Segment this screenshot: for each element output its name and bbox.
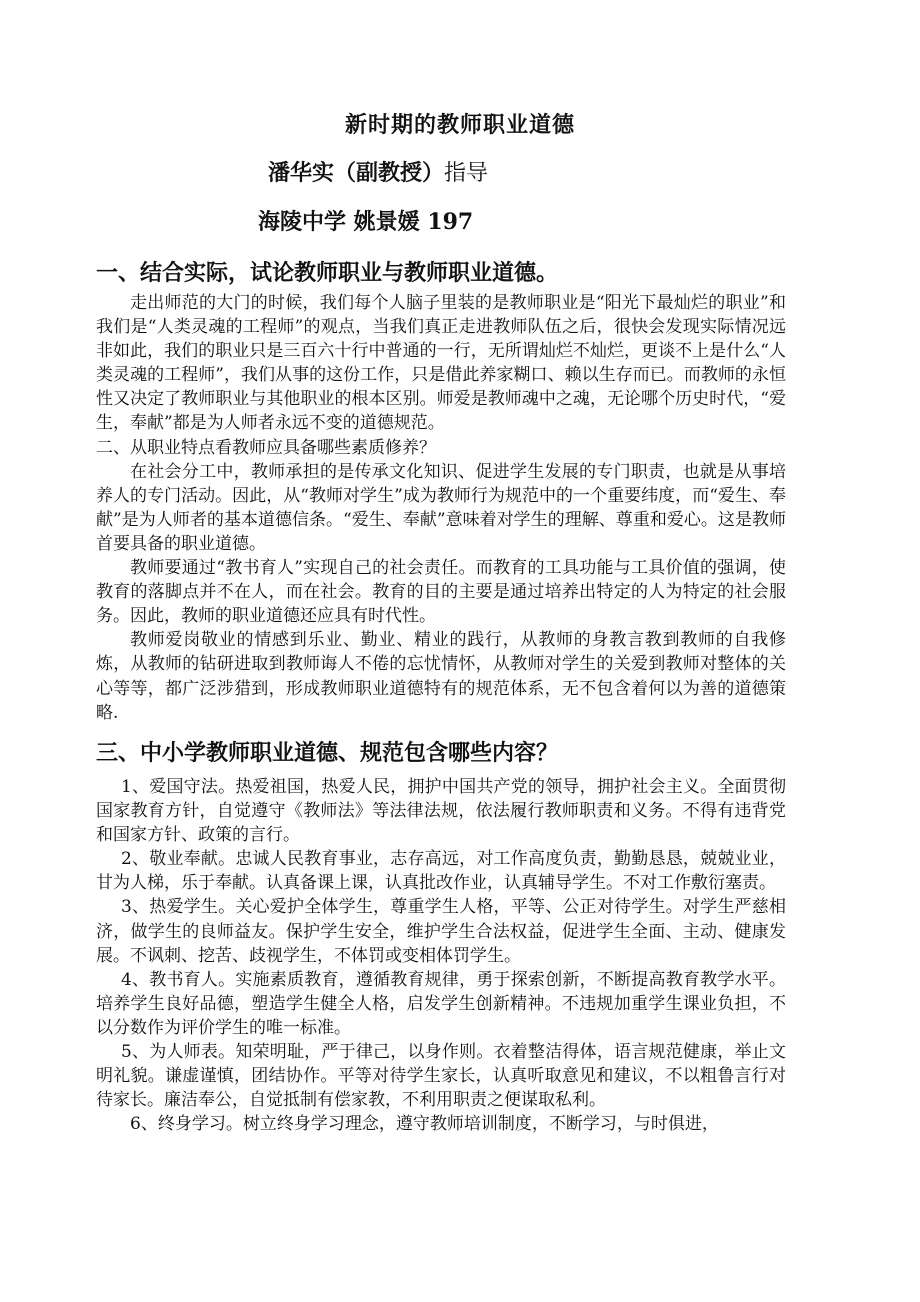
section3-heading: 三、中小学教师职业道德、规范包含哪些内容？ [96,741,559,766]
list-item: 2、敬业奉献。忠诚人民教育事业，志存高远，对工作高度负责，勤勤恳恳，兢兢业业，甘为人梯，乐于奉献。认真备课上课，认真批改作业，认真辅导学生。不对工作敷衍塞责。 [96,849,786,894]
list-item: 3、热爱学生。关心爱护全体学生，尊重学生人格，平等、公正对待学生。对学生严慈相济，做学生的良师益友。保护学生安全，维护学生合法权益，促进学生全面、主动、健康发展。不讽刺、挖苦、歧视学生，不体罚或变相体罚学生。 [96,897,786,966]
paragraph: 在社会分工中，教师承担的是传承文化知识、促进学生发展的专门职责，也就是从事培养人的专门活动。因此，从“教师对学生”成为教师行为规范中的一个重要纬度，而“爱生、奉献”是为人师者的基本道德信条。“爱生、奉献”意味着对学生的理解、尊重和爱心。这是教师首要具备的职业道德。 [96,461,786,554]
list-item: 5、为人师表。知荣明耻，严于律己，以身作则。衣着整洁得体，语言规范健康，举止文明礼貌。谦虚谨慎，团结协作。平等对待学生家长，认真听取意见和建议，不以粗鲁言行对待家长。廉洁奉公，自觉抵制有偿家教，不利用职责之便谋取私利。 [96,1042,786,1111]
section1-heading: 一、结合实际，试论教师职业与教师职业道德。 [96,261,559,286]
paragraph: 教师要通过“教书育人”实现自己的社会责任。而教育的工具功能与工具价值的强调，使教育的落脚点并不在人，而在社会。教育的目的主要是通过培养出特定的人为特定的社会服务。因此，教师的职业道德还应具有时代性。 [96,558,786,627]
paragraph: 走出师范的大门的时候，我们每个人脑子里装的是教师职业是“阳光下最灿烂的职业”和我们是“人类灵魂的工程师”的观点，当我们真正走进教师队伍之后，很快会发现实际情况远非如此，我们的职业只是三百六十行中普通的一行，无所谓灿烂不灿烂，更谈不上是什么“人类灵魂的工程师”，我们从事的这份工作，只是借此养家糊口、赖以生存而已。而教师的永恒性又决定了教师职业与其他职业的根本区别。师爱是教师魂中之魂，无论哪个历史时代，“爱生，奉献”都是为人师者永远不变的道德规范。 [96,293,786,434]
list-item: 1、爱国守法。热爱祖国，热爱人民，拥护中国共产党的领导，拥护社会主义。全面贯彻国家教育方针，自觉遵守《教师法》等法律法规，依法履行教师职责和义务。不得有违背党和国家方针、政策的言行。 [96,777,786,846]
author-line: 海陵中学 姚景媛 197 [258,209,474,235]
section1-2-body [96,291,786,725]
advisor-name: 潘华实（副教授） [268,160,445,186]
list-item: 6、终身学习。树立终身学习理念，遵守教师培训制度，不断学习，与时俱进， [130,1114,719,1135]
document-title: 新时期的教师职业道德 [344,112,575,138]
advisor-line [268,156,488,187]
section3-body [96,775,786,1136]
list-item: 4、教书育人。实施素质教育，遵循教育规律，勇于探索创新，不断提高教育教学水平。培养学生良好品德，塑造学生健全人格，启发学生创新精神。不违规加重学生课业负担，不以分数作为评价学生的唯一标准。 [96,969,786,1038]
paragraph: 教师爱岗敬业的情感到乐业、勤业、精业的践行，从教师的身教言教到教师的自我修炼，从教师的钻研进取到教师诲人不倦的忘忧情怀，从教师对学生的关爱到教师对整体的关心等等，都广泛涉猎到，形成教师职业道德特有的规范体系，无不包含着何以为善的道德策略. [96,630,786,723]
advisor-role: 指导 [444,161,489,186]
section2-heading: 二、从职业特点看教师应具备哪些素质修养？ [96,437,436,458]
